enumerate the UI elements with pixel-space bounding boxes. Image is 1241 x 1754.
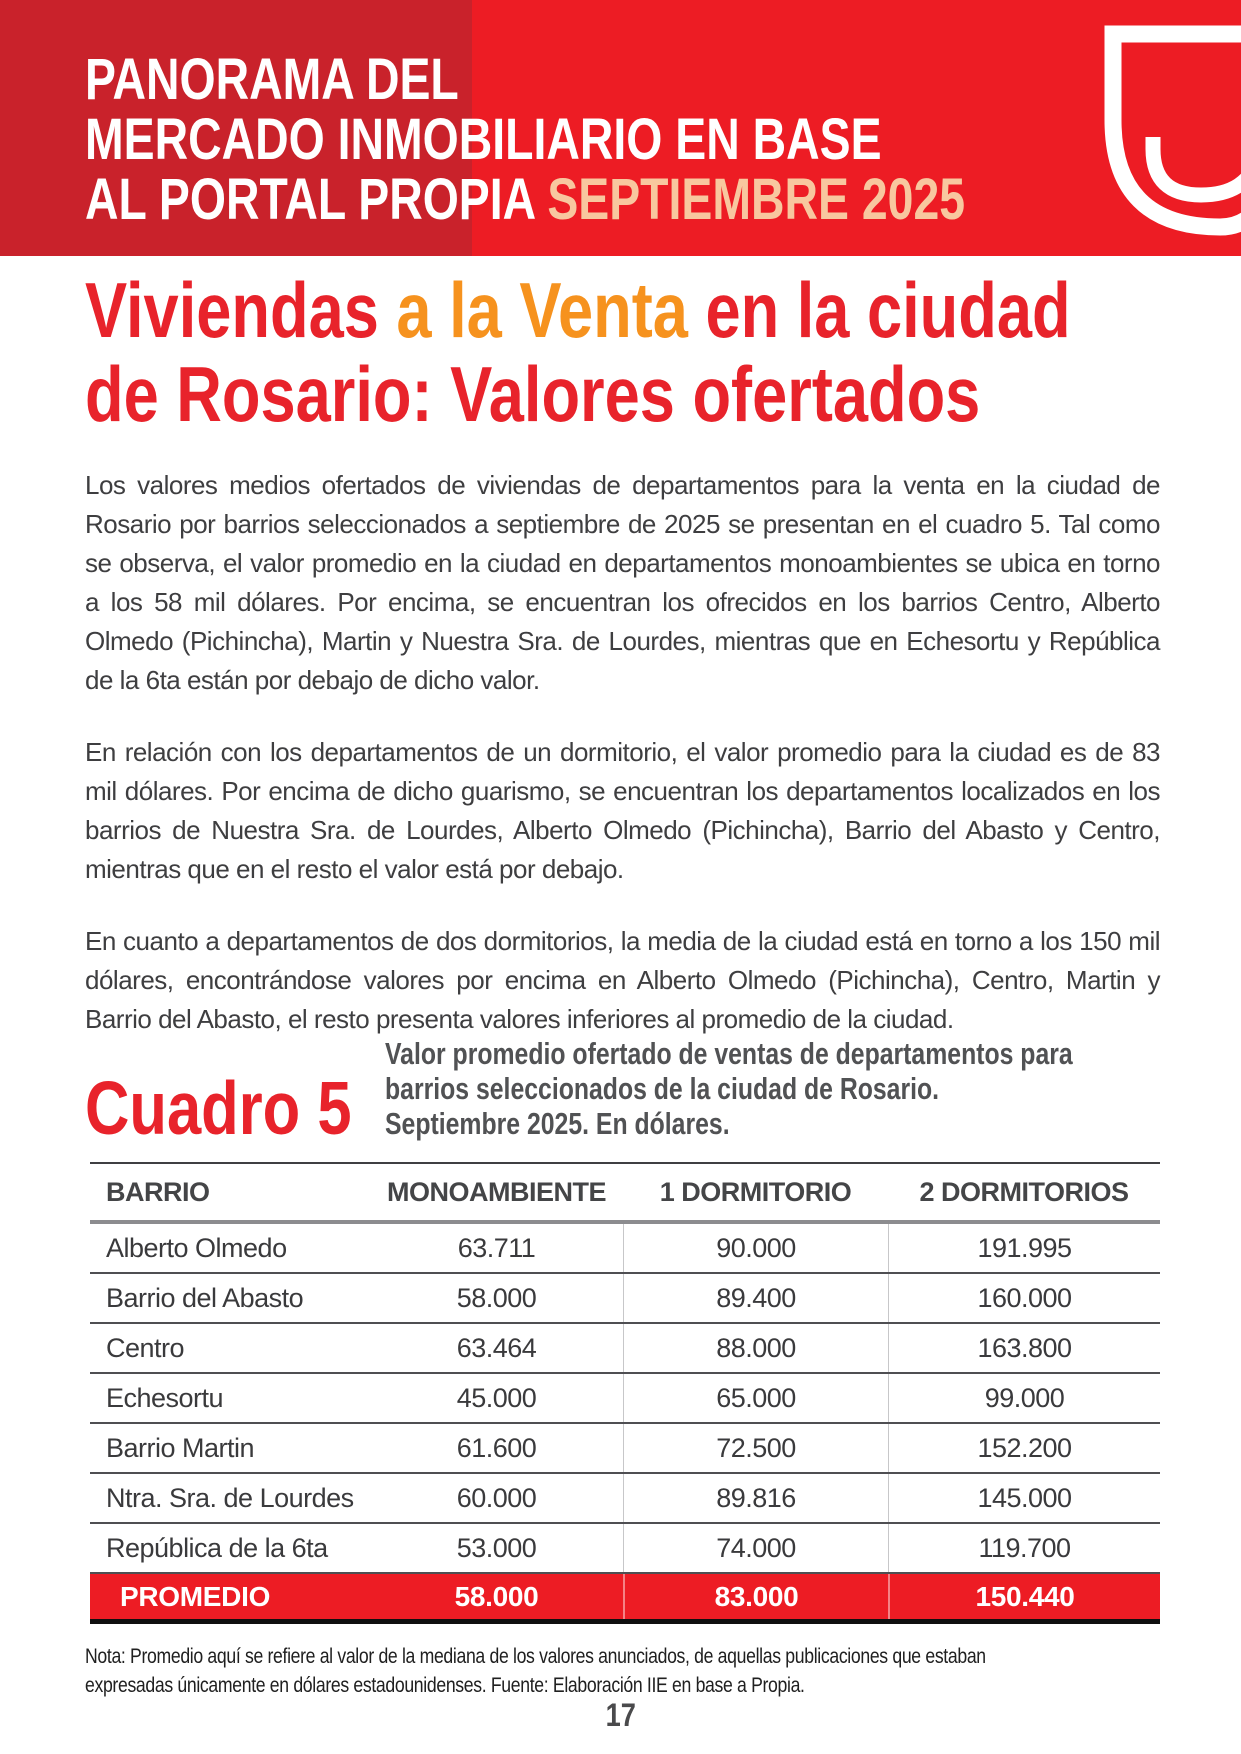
- cell-1-dormitorio: 90.000: [623, 1224, 888, 1272]
- column-header-2-dormitorios: 2 DORMITORIOS: [919, 1176, 1129, 1207]
- table-row: [90, 1274, 1160, 1324]
- column-header-monoambiente: MONOAMBIENTE: [387, 1176, 606, 1207]
- table-label: Cuadro 5: [85, 1066, 352, 1150]
- table-row: [90, 1224, 1160, 1274]
- cell-1-dormitorio: 74.000: [623, 1524, 888, 1572]
- cell-monoambiente: 53.000: [456, 1532, 537, 1563]
- table-row: [90, 1374, 1160, 1424]
- table-caption: [385, 1036, 1241, 1147]
- footer-2-dormitorios: 150.440: [888, 1574, 1160, 1619]
- table-caption-line-2: barrios seleccionados de la ciudad de Rosario.: [385, 1071, 940, 1106]
- cell-monoambiente: 63.464: [456, 1332, 537, 1363]
- footnote-line-2: expresadas únicamente en dólares estadounidenses. Fuente: Elaboración IIE en base a Propia.: [85, 1674, 805, 1697]
- table-footer-row: [90, 1574, 1160, 1624]
- table-caption-line-1: Valor promedio ofertado de ventas de departamentos para: [385, 1036, 1073, 1071]
- table-label-wrap: [85, 1066, 385, 1150]
- page-number: [0, 1697, 1241, 1734]
- banner-title: [85, 47, 1185, 232]
- title-seg-2: a la Venta: [396, 266, 688, 354]
- body-copy: [85, 466, 1160, 1072]
- cell-barrio: Barrio Martin: [106, 1432, 255, 1463]
- banner-line-3-main: AL PORTAL PROPIA: [85, 167, 548, 232]
- cell-2-dormitorios: 119.700: [888, 1524, 1160, 1572]
- cell-2-dormitorios: 152.200: [888, 1424, 1160, 1472]
- cell-1-dormitorio: 72.500: [623, 1424, 888, 1472]
- cell-barrio: Alberto Olmedo: [106, 1232, 287, 1263]
- cell-monoambiente: 63.711: [457, 1232, 536, 1263]
- cell-2-dormitorios: 99.000: [888, 1374, 1160, 1422]
- cell-2-dormitorios: 160.000: [888, 1274, 1160, 1322]
- table-row: [90, 1474, 1160, 1524]
- cell-barrio: Echesortu: [106, 1382, 224, 1413]
- paragraph-3: En cuanto a departamentos de dos dormitorios, la media de la ciudad está en torno a los 150 mil dólares, encontrándose valores por encima en Alberto Olmedo (Pichincha), Centro, Martin y Barrio del Abasto, el resto presenta valores inferiores al promedio de la ciudad.: [85, 926, 1160, 1034]
- table-row: [90, 1424, 1160, 1474]
- banner-line-2: MERCADO INMOBILIARIO EN BASE: [85, 107, 882, 172]
- title-seg-3: en la ciudad: [687, 266, 1071, 354]
- cell-2-dormitorios: 191.995: [888, 1224, 1160, 1272]
- table-footnote: [85, 1642, 1157, 1700]
- cell-1-dormitorio: 88.000: [623, 1324, 888, 1372]
- footer-1-dormitorio: 83.000: [623, 1574, 888, 1619]
- table-header-row: [90, 1164, 1160, 1224]
- footer-monoambiente: 58.000: [454, 1580, 539, 1612]
- cell-barrio: Centro: [106, 1332, 185, 1363]
- cell-barrio: Ntra. Sra. de Lourdes: [106, 1482, 354, 1513]
- column-header-barrio: BARRIO: [106, 1176, 210, 1207]
- cell-2-dormitorios: 163.800: [888, 1324, 1160, 1372]
- cell-1-dormitorio: 65.000: [623, 1374, 888, 1422]
- cell-barrio: República de la 6ta: [106, 1532, 328, 1563]
- cell-barrio: Barrio del Abasto: [106, 1282, 304, 1313]
- page-title-line-1: [85, 268, 1071, 352]
- paragraph-1: Los valores medios ofertados de viviendas de departamentos para la venta en la ciudad de Rosario por barrios seleccionados a septiembre de 2025 se presentan en el cuadro 5. Tal como se observa, el valor promedio en la ciudad en departamentos monoambientes se ubica en torno a los 58 mil dólares. Por encima, se encuentran los ofrecidos en los barrios Centro, Alberto Olmedo (Pichincha), Martin y Nuestra Sra. de Lourdes, mientras que en Echesortu y República de la 6ta están por debajo de dicho valor.: [85, 470, 1160, 695]
- page-title-line-2: de Rosario: Valores ofertados: [85, 350, 981, 438]
- banner-date: SEPTIEMBRE 2025: [547, 167, 966, 232]
- table-row: [90, 1524, 1160, 1574]
- cell-monoambiente: 61.600: [456, 1432, 537, 1463]
- table-heading: [85, 1036, 1241, 1150]
- header-banner: [0, 0, 1241, 256]
- column-header-1-dormitorio: 1 DORMITORIO: [659, 1176, 852, 1207]
- cell-monoambiente: 58.000: [456, 1282, 537, 1313]
- table-row: [90, 1324, 1160, 1374]
- banner-line-3: [85, 167, 966, 232]
- title-seg-1: Viviendas: [85, 266, 397, 354]
- values-table: [90, 1162, 1160, 1624]
- brand-logo-icon: [1095, 25, 1241, 240]
- cell-monoambiente: 45.000: [456, 1382, 537, 1413]
- table-caption-line-3: Septiembre 2025. En dólares.: [385, 1106, 730, 1141]
- cell-1-dormitorio: 89.400: [623, 1274, 888, 1322]
- cell-1-dormitorio: 89.816: [623, 1474, 888, 1522]
- footnote-line-1: Nota: Promedio aquí se refiere al valor de la mediana de los valores anunciados, de aquellas publicaciones que estaban: [85, 1645, 986, 1668]
- page-title: [85, 268, 1241, 436]
- cell-monoambiente: 60.000: [456, 1482, 537, 1513]
- footer-label: PROMEDIO: [120, 1580, 271, 1612]
- banner-line-1: PANORAMA DEL: [85, 47, 459, 112]
- paragraph-2: En relación con los departamentos de un dormitorio, el valor promedio para la ciudad es de 83 mil dólares. Por encima de dicho guarismo, se encuentran los departamentos localizados en los barrios de Nuestra Sra. de Lourdes, Alberto Olmedo (Pichincha), Barrio del Abasto y Centro, mientras que en el resto el valor está por debajo.: [85, 737, 1160, 884]
- cell-2-dormitorios: 145.000: [888, 1474, 1160, 1522]
- page-number-value: 17: [605, 1697, 636, 1733]
